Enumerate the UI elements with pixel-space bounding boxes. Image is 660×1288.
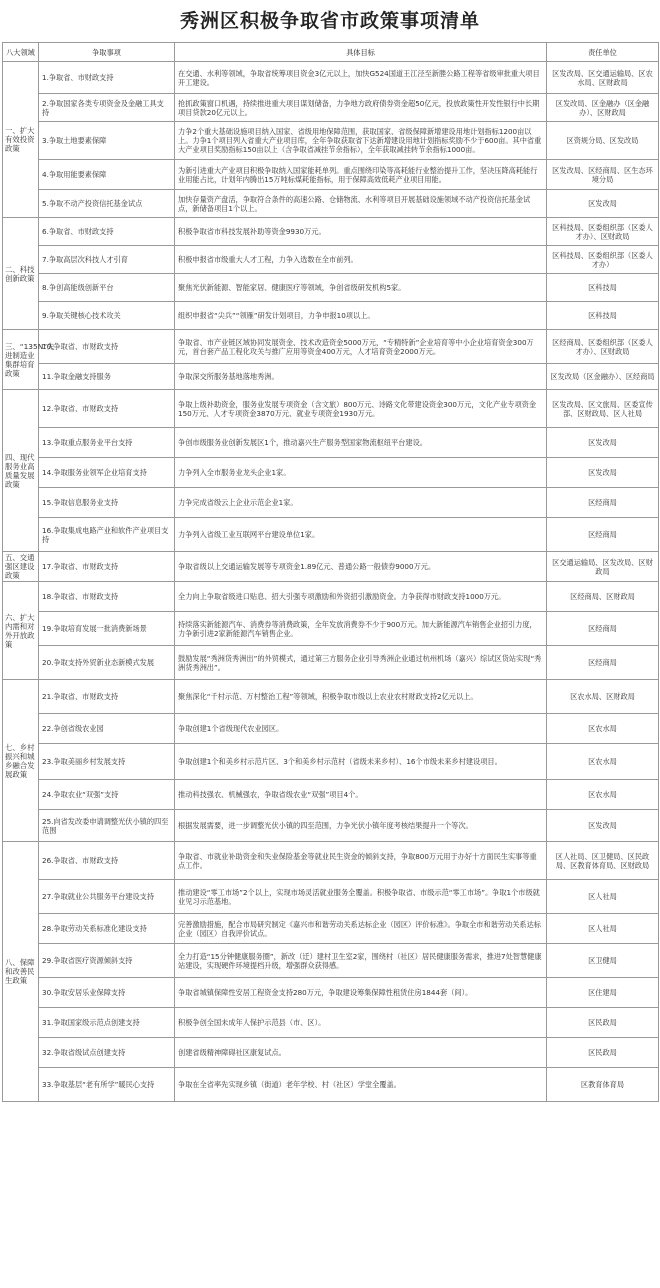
goal-cell: 争取深交所服务基地落地秀洲。 xyxy=(175,364,547,390)
unit-cell: 区教育体育局 xyxy=(547,1068,659,1102)
table-row xyxy=(3,364,659,390)
goal-cell: 争取创建1个省级现代农业园区。 xyxy=(175,714,547,744)
unit-cell: 区经商局 xyxy=(547,646,659,680)
table-row xyxy=(3,330,659,364)
item-cell: 15.争取信息服务业支持 xyxy=(39,488,175,518)
table-row xyxy=(3,978,659,1008)
goal-cell: 争取在全省率先实现乡镇（街道）老年学校、村（社区）学堂全覆盖。 xyxy=(175,1068,547,1102)
unit-cell: 区发改局 xyxy=(547,190,659,218)
unit-cell: 区发改局 xyxy=(547,810,659,842)
goal-cell: 创建省级精神障碍社区康复试点。 xyxy=(175,1038,547,1068)
item-cell: 17.争取省、市财政支持 xyxy=(39,552,175,582)
item-cell: 24.争取农业“双强”支持 xyxy=(39,780,175,810)
unit-cell: 区经商局 xyxy=(547,612,659,646)
item-cell: 11.争取金融支持服务 xyxy=(39,364,175,390)
item-cell: 5.争取不动产投资信托基金试点 xyxy=(39,190,175,218)
goal-cell: 加快存量资产盘活，争取符合条件的高速公路、仓储物流、水利等项目开展基础设施领域不动产投资信托基金试点，新储备项目1个以上。 xyxy=(175,190,547,218)
item-cell: 6.争取省、市财政支持 xyxy=(39,218,175,246)
header-goal: 具体目标 xyxy=(175,43,547,62)
unit-cell: 区经商局 xyxy=(547,518,659,552)
table-row xyxy=(3,744,659,780)
table-row xyxy=(3,810,659,842)
table-row xyxy=(3,914,659,944)
item-cell: 26.争取省、市财政支持 xyxy=(39,842,175,880)
goal-cell: 争创市级服务业创新发展区1个，推动嘉兴生产服务型国家物流枢纽平台建设。 xyxy=(175,428,547,458)
unit-cell: 区发改局 xyxy=(547,458,659,488)
header-area: 八大领域 xyxy=(3,43,39,62)
table-row xyxy=(3,1068,659,1102)
goal-cell: 力争列入全市服务业龙头企业1家。 xyxy=(175,458,547,488)
table-row xyxy=(3,246,659,274)
table-row xyxy=(3,122,659,160)
table-row xyxy=(3,582,659,612)
table-row xyxy=(3,390,659,428)
area-cell: 七、乡村振兴和城乡融合发展政策 xyxy=(3,680,39,842)
unit-cell: 区发改局、区经商局、区生态环境分局 xyxy=(547,160,659,190)
table-row xyxy=(3,518,659,552)
area-cell: 二、科技创新政策 xyxy=(3,218,39,330)
table-row xyxy=(3,428,659,458)
table-row xyxy=(3,94,659,122)
goal-cell: 争取省级以上交通运输发展等专项资金1.89亿元、普通公路一般债券9000万元。 xyxy=(175,552,547,582)
item-cell: 21.争取省、市财政支持 xyxy=(39,680,175,714)
item-cell: 33.争取基层“老有所学”暖民心支持 xyxy=(39,1068,175,1102)
goal-cell: 持续落实新能源汽车、消费券等消费政策，全年发放消费券不少于900万元。加大新能源汽车销售企业招引力度，力争新引进2家新能源汽车销售企业。 xyxy=(175,612,547,646)
goal-cell: 争取上级补助资金，服务业发展专项资金（含文旅）800万元、诗路文化带建设资金300万元，文化产业专项资金150万元、人才专项资金3870万元、就业专项资金1930万元。 xyxy=(175,390,547,428)
table-row xyxy=(3,1038,659,1068)
table-row xyxy=(3,190,659,218)
item-cell: 10.争取省、市财政支持 xyxy=(39,330,175,364)
unit-cell: 区发改局、区文旅局、区委宣传部、区财政局、区人社局 xyxy=(547,390,659,428)
unit-cell: 区科技局、区委组织部（区委人才办） xyxy=(547,246,659,274)
goal-cell: 争取省、市就业补助资金和失业保险基金等就业民生资金的倾斜支持，争取800万元用于办好十方面民生实事等重点工作。 xyxy=(175,842,547,880)
item-cell: 1.争取省、市财政支持 xyxy=(39,62,175,94)
item-cell: 19.争取培育发展一批消费新场景 xyxy=(39,612,175,646)
unit-cell: 区住建局 xyxy=(547,978,659,1008)
unit-cell: 区卫健局 xyxy=(547,944,659,978)
goal-cell: 积极争创全国未成年人保护示范县（市、区）。 xyxy=(175,1008,547,1038)
item-cell: 25.向省发改委申请调整光伏小镇的四至范围 xyxy=(39,810,175,842)
header-item: 争取事项 xyxy=(39,43,175,62)
item-cell: 20.争取支持外贸新业态新模式发展 xyxy=(39,646,175,680)
goal-cell: 争取省城镇保障性安居工程资金支持280万元，争取建设筹集保障性租赁住房1844套（间）。 xyxy=(175,978,547,1008)
goal-cell: 力争完成省级云上企业示范企业1家。 xyxy=(175,488,547,518)
unit-cell: 区人社局 xyxy=(547,880,659,914)
item-cell: 3.争取土地要素保障 xyxy=(39,122,175,160)
goal-cell: 为新引进重大产业项目积极争取纳入国家能耗单列。重点围绕印染等高耗能行业整治提升工作，坚决压降高耗能行业用能占比，计划年内腾出15万吨标煤耗能指标，用于保障高效低耗产业项目用能。 xyxy=(175,160,547,190)
unit-cell: 区农水局 xyxy=(547,714,659,744)
item-cell: 16.争取集成电路产业和软件产业项目支持 xyxy=(39,518,175,552)
goal-cell: 抢抓政策窗口机遇，持续推进重大项目谋划储备，力争地方政府债券资金超50亿元，投放政策性开发性银行中长期项目贷款20亿元以上。 xyxy=(175,94,547,122)
unit-cell: 区人社局、区卫健局、区民政局、区教育体育局、区财政局 xyxy=(547,842,659,880)
goal-cell: 争取省、市产业链区域协同发展资金、技术改造资金5000万元，“专精特新”企业培育等中小企业培育资金300万元，首台套产品工程化攻关与推广应用等资金400万元，人才培育资金2000万元。 xyxy=(175,330,547,364)
unit-cell: 区人社局 xyxy=(547,914,659,944)
item-cell: 18.争取省、市财政支持 xyxy=(39,582,175,612)
area-cell: 四、现代服务业高质量发展政策 xyxy=(3,390,39,552)
item-cell: 7.争取高层次科技人才引育 xyxy=(39,246,175,274)
unit-cell: 区经商局、区委组织部（区委人才办）、区财政局 xyxy=(547,330,659,364)
goal-cell: 根据发展需要，进一步调整光伏小镇的四至范围，力争光伏小镇年度考核结果提升一个等次。 xyxy=(175,810,547,842)
table-row xyxy=(3,218,659,246)
table-row xyxy=(3,488,659,518)
table-row xyxy=(3,1008,659,1038)
table-row xyxy=(3,714,659,744)
goal-cell: 推动科技强农、机械强农，争取省级农业“双强”项目4个。 xyxy=(175,780,547,810)
table-body xyxy=(3,62,659,1102)
item-cell: 22.争创省级农业园 xyxy=(39,714,175,744)
unit-cell: 区发改局 xyxy=(547,428,659,458)
unit-cell: 区发改局、区交通运输局、区农水局、区财政局 xyxy=(547,62,659,94)
unit-cell: 区民政局 xyxy=(547,1008,659,1038)
goal-cell: 聚焦深化“千村示范、万村整治工程”等领域，积极争取市级以上农业农村财政支持2亿元以上。 xyxy=(175,680,547,714)
table-header-row xyxy=(3,43,659,62)
item-cell: 23.争取美丽乡村发展支持 xyxy=(39,744,175,780)
policy-table xyxy=(2,42,659,1102)
goal-cell: 全力打造“15分钟健康服务圈”，新改（迁）建村卫生室2家，围绕村（社区）居民健康服务需求，推进7处智慧健康站建设，实现硬件环境提档升级，增强群众获得感。 xyxy=(175,944,547,978)
table-row xyxy=(3,842,659,880)
table-row xyxy=(3,612,659,646)
item-cell: 29.争取省医疗资源倾斜支持 xyxy=(39,944,175,978)
unit-cell: 区民政局 xyxy=(547,1038,659,1068)
unit-cell: 区交通运输局、区发改局、区财政局 xyxy=(547,552,659,582)
item-cell: 8.争创高能级创新平台 xyxy=(39,274,175,302)
unit-cell: 区农水局 xyxy=(547,744,659,780)
table-row xyxy=(3,160,659,190)
unit-cell: 区经商局 xyxy=(547,488,659,518)
table-row xyxy=(3,944,659,978)
header-unit: 责任单位 xyxy=(547,43,659,62)
item-cell: 28.争取劳动关系标准化建设支持 xyxy=(39,914,175,944)
goal-cell: 力争列入省级工业互联网平台建设单位1家。 xyxy=(175,518,547,552)
goal-cell: 推动建设“零工市场”2个以上，实现市场灵活就业服务全覆盖。积极争取省、市级示范“零工市场”。争取1个市级就业见习示范基地。 xyxy=(175,880,547,914)
item-cell: 27.争取就业公共服务平台建设支持 xyxy=(39,880,175,914)
unit-cell: 区科技局 xyxy=(547,274,659,302)
area-cell: 三、“135N”先进制造业集群培育政策 xyxy=(3,330,39,390)
table-row xyxy=(3,680,659,714)
item-cell: 4.争取用能要素保障 xyxy=(39,160,175,190)
unit-cell: 区发改局（区金融办）、区经商局 xyxy=(547,364,659,390)
item-cell: 32.争取省级试点创建支持 xyxy=(39,1038,175,1068)
area-cell: 五、交通强区建设政策 xyxy=(3,552,39,582)
unit-cell: 区经商局、区财政局 xyxy=(547,582,659,612)
item-cell: 13.争取重点服务业平台支持 xyxy=(39,428,175,458)
goal-cell: 在交通、水利等领域，争取省统筹项目资金3亿元以上，加快G524国道王江泾至新塍公路工程等省级审批重大项目开工建设。 xyxy=(175,62,547,94)
item-cell: 2.争取国家各类专项资金及金融工具支持 xyxy=(39,94,175,122)
item-cell: 12.争取省、市财政支持 xyxy=(39,390,175,428)
goal-cell: 完善激励措施，配合市局研究制定《嘉兴市和谐劳动关系达标企业（园区）评价标准》。争取全市和谐劳动关系达标企业（园区）自我评价试点。 xyxy=(175,914,547,944)
goal-cell: 全力向上争取省级进口贴息、招大引强专项激励和外资招引激励资金。力争获得市财政支持1000万元。 xyxy=(175,582,547,612)
area-cell: 一、扩大有效投资政策 xyxy=(3,62,39,218)
unit-cell: 区农水局 xyxy=(547,780,659,810)
item-cell: 30.争取安居乐业保障支持 xyxy=(39,978,175,1008)
table-row xyxy=(3,458,659,488)
table-row xyxy=(3,780,659,810)
table-row xyxy=(3,552,659,582)
table-row xyxy=(3,62,659,94)
goal-cell: 聚焦光伏新能源、智能家居、健康医疗等领域，争创省级研发机构5家。 xyxy=(175,274,547,302)
table-row xyxy=(3,274,659,302)
goal-cell: 力争2个重大基础设施项目纳入国家、省级用地保障范围，获取国家、省级保障新增建设用地计划指标1200亩以上。力争1个项目列入省重大产业项目库，全年争取获取省下达新增建设用地计划指标奖励不少于600亩。其中省重大产业项目奖励指标150亩以上（含争取省减挂节余指标），全年获取减挂转节余指标1000亩。 xyxy=(175,122,547,160)
area-cell: 八、保障和改善民生政策 xyxy=(3,842,39,1102)
item-cell: 31.争取国家级示范点创建支持 xyxy=(39,1008,175,1038)
goal-cell: 争取创建1个和美乡村示范片区、3个和美乡村示范村（省级未来乡村）、16个市级未来乡村建设项目。 xyxy=(175,744,547,780)
goal-cell: 鼓励发展“秀洲货秀洲出”的外贸模式，通过第三方服务企业引导秀洲企业通过杭州机场（嘉兴）综试区货站实现“秀洲货秀洲出”。 xyxy=(175,646,547,680)
unit-cell: 区发改局、区金融办（区金融办）、区财政局 xyxy=(547,94,659,122)
item-cell: 14.争取服务业领军企业培育支持 xyxy=(39,458,175,488)
goal-cell: 积极争取省市科技发展补助等资金9930万元。 xyxy=(175,218,547,246)
area-cell: 六、扩大内需和对外开放政策 xyxy=(3,582,39,680)
goal-cell: 组织申报省“尖兵”“领雁”研发计划项目，力争申报10项以上。 xyxy=(175,302,547,330)
item-cell: 9.争取关键核心技术攻关 xyxy=(39,302,175,330)
table-row xyxy=(3,646,659,680)
table-row xyxy=(3,302,659,330)
unit-cell: 区科技局、区委组织部（区委人才办）、区财政局 xyxy=(547,218,659,246)
unit-cell: 区科技局 xyxy=(547,302,659,330)
page-title: 秀洲区积极争取省市政策事项清单 xyxy=(179,10,480,32)
table-row xyxy=(3,880,659,914)
unit-cell: 区农水局、区财政局 xyxy=(547,680,659,714)
goal-cell: 积极申报省市级重大人才工程，力争入选数在全市前列。 xyxy=(175,246,547,274)
unit-cell: 区资规分局、区发改局 xyxy=(547,122,659,160)
